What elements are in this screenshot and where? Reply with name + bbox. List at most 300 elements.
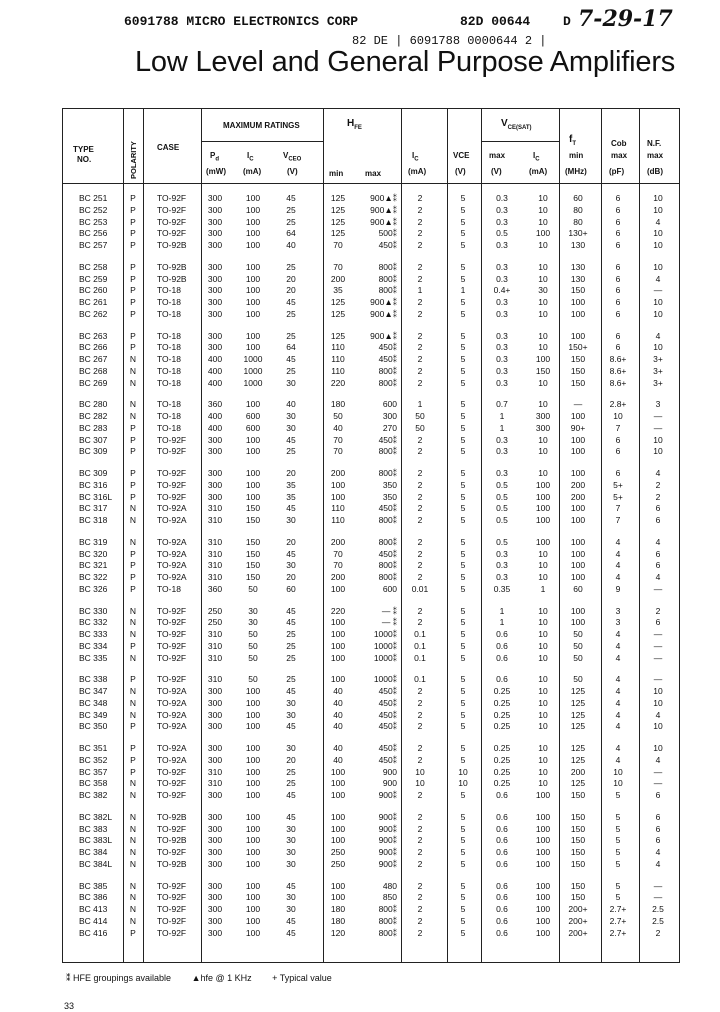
table-cell: 6 (615, 285, 621, 296)
table-cell: 3+ (653, 365, 663, 376)
table-row (63, 205, 681, 216)
table-cell: 300 (207, 342, 223, 353)
table-cell: P (130, 583, 136, 594)
table-cell: 220 (330, 605, 346, 616)
table-cell: 1000⁑ (373, 674, 397, 685)
table-cell: TO-18 (157, 422, 181, 433)
table-cell: 500⁑ (378, 228, 397, 239)
table-cell: TO-18 (157, 411, 181, 421)
table-cell: 10 (538, 342, 548, 353)
table-cell: 45 (286, 686, 296, 696)
table-cell: 5 (460, 261, 466, 272)
table-cell: 300 (207, 823, 223, 834)
table-cell: — (653, 778, 663, 789)
table-cell: 10 (613, 411, 623, 421)
table-cell: 45 (286, 927, 296, 938)
table-cell: BC 321 (79, 560, 108, 571)
table-cell: 50 (415, 411, 425, 421)
table-cell: 800⁑ (378, 915, 397, 926)
table-row (63, 674, 681, 685)
table-cell: 5 (460, 835, 466, 846)
table-cell: BC 268 (79, 365, 108, 376)
table-row (63, 468, 681, 479)
table-cell: P (130, 640, 136, 651)
table-cell: 100 (535, 823, 551, 834)
table-cell: TO-92F (157, 216, 187, 227)
table-cell: 0.3 (496, 354, 508, 364)
table-cell: 6 (615, 261, 621, 272)
table-cell: 10 (538, 399, 548, 410)
table-row (63, 755, 681, 766)
table-cell: TO-92F (157, 652, 187, 663)
table-cell: 0.3 (496, 216, 508, 227)
table-cell: 900⁑ (378, 823, 397, 834)
table-cell: 310 (207, 629, 223, 639)
table-cell: 360 (207, 399, 223, 410)
table-cell: 35 (333, 285, 343, 296)
table-cell: 5 (615, 811, 621, 822)
table-cell: 5 (460, 503, 466, 514)
table-cell: 30 (286, 743, 296, 753)
table-row (63, 537, 681, 548)
table-cell: 400 (207, 354, 223, 364)
table-cell: 4 (615, 572, 621, 582)
table-cell: 6 (655, 515, 661, 525)
table-cell: BC 316L (79, 491, 113, 502)
table-cell: 300 (207, 697, 223, 708)
table-cell: BC 358 (79, 778, 108, 789)
table-cell: 40 (333, 754, 343, 765)
table-cell: 900⁑ (378, 811, 397, 822)
table-row (63, 617, 681, 628)
col-hfe-ic: $I_C$ (412, 151, 419, 163)
table-cell: 5 (460, 446, 466, 457)
table-cell: BC 416 (79, 927, 108, 938)
table-cell: 0.6 (496, 629, 508, 639)
table-cell: 250 (207, 617, 223, 628)
col-case: CASE (157, 143, 180, 152)
table-cell: 150 (570, 811, 586, 822)
table-cell: 100 (570, 515, 586, 525)
table-cell: 100 (245, 193, 261, 203)
col-cob: Cob (611, 139, 627, 148)
table-cell: 2 (417, 503, 423, 514)
table-cell: 125 (330, 330, 346, 341)
table-cell: 100 (535, 847, 551, 857)
table-row (63, 446, 681, 457)
table-cell: 2 (417, 228, 423, 239)
table-cell: 110 (331, 515, 345, 525)
table-cell: 100 (245, 491, 261, 502)
table-cell: 10 (538, 297, 548, 307)
table-cell: TO-92F (157, 491, 187, 502)
table-cell: 10 (538, 605, 548, 616)
table-cell: 450⁑ (378, 754, 397, 765)
table-cell: BC 266 (79, 342, 108, 353)
table-cell: P (130, 743, 136, 753)
table-cell: 5 (615, 823, 621, 834)
table-cell: 5 (460, 560, 466, 571)
table-cell: 5 (460, 204, 466, 215)
col-vce: VCE (453, 151, 470, 160)
table-cell: TO-92F (157, 640, 187, 651)
table-cell: 70 (333, 446, 343, 457)
table-cell: BC 348 (79, 697, 108, 708)
table-row (63, 824, 681, 835)
table-cell: 100 (535, 515, 551, 525)
table-cell: P (130, 548, 136, 559)
table-cell: 5 (460, 721, 466, 732)
table-cell: 0.3 (496, 468, 508, 478)
table-cell: 800⁑ (378, 365, 397, 376)
table-cell: 2 (655, 479, 661, 490)
table-cell: 0.1 (414, 629, 426, 639)
col-sat-unit: (V) (491, 167, 502, 176)
table-cell: 0.3 (496, 548, 508, 559)
table-cell: 80 (573, 216, 583, 227)
table-cell: 4 (615, 548, 621, 559)
table-cell: 6 (615, 228, 621, 239)
table-cell: 4 (655, 858, 661, 869)
table-cell: 25 (286, 261, 296, 272)
table-cell: BC 257 (79, 240, 108, 250)
table-cell: 100 (245, 904, 261, 914)
table-cell: P (130, 491, 136, 502)
table-cell: 2 (417, 880, 423, 891)
table-cell: 800⁑ (378, 377, 397, 388)
table-cell: 35 (286, 479, 296, 490)
table-cell: 5 (460, 468, 466, 478)
table-cell: 70 (333, 240, 343, 250)
table-cell: 1000 (243, 365, 263, 376)
table-cell: 450⁑ (378, 721, 397, 732)
table-cell: 2.7+ (609, 927, 627, 938)
table-cell: 450⁑ (378, 434, 397, 445)
table-row (63, 411, 681, 422)
table-cell: 5 (460, 240, 466, 250)
table-cell: P (130, 261, 136, 272)
table-cell: 40 (333, 686, 343, 696)
table-cell: N (129, 686, 137, 696)
table-cell: BC 347 (79, 686, 108, 696)
table-cell: 2 (417, 297, 423, 307)
table-cell: 900 (382, 766, 397, 777)
table-cell: 2 (417, 572, 423, 582)
table-row (63, 549, 681, 560)
table-cell: 5 (460, 605, 466, 616)
table-cell: TO-92B (157, 835, 187, 846)
col-hfe-min: min (329, 169, 344, 178)
table-cell: 125 (570, 754, 586, 765)
table-cell: 125 (570, 709, 586, 720)
header-company: 6091788 MICRO ELECTRONICS CORP (124, 14, 359, 29)
table-cell: P (130, 468, 136, 478)
table-cell: 30 (286, 823, 296, 834)
table-cell: TO-92A (157, 548, 187, 559)
table-cell: 100 (245, 697, 261, 708)
table-cell: 10 (538, 686, 548, 696)
table-cell: 450⁑ (378, 686, 397, 696)
table-cell: 5 (460, 790, 466, 800)
table-cell: 45 (286, 880, 296, 891)
table-cell: 10 (538, 261, 548, 272)
table-cell: P (130, 228, 136, 239)
table-cell: 6 (655, 811, 661, 822)
table-cell: 20 (286, 536, 296, 547)
table-row (63, 274, 681, 285)
table-cell: 10 (538, 446, 548, 457)
table-cell: N (129, 915, 137, 926)
table-cell: 40 (333, 721, 343, 732)
table-cell: BC 414 (79, 915, 108, 926)
table-cell: TO-18 (157, 285, 181, 296)
table-row (63, 423, 681, 434)
table-cell: — (653, 640, 663, 651)
table-cell: 100 (570, 411, 586, 421)
table-row (63, 492, 681, 503)
table-cell: 800⁑ (378, 536, 397, 547)
table-cell: 10 (613, 766, 623, 777)
table-row (63, 240, 681, 251)
table-cell: BC 318 (79, 515, 108, 525)
table-cell: TO-18 (157, 365, 181, 376)
table-row (63, 480, 681, 491)
table-cell: 300 (207, 811, 223, 822)
table-cell: 0.6 (496, 927, 508, 938)
table-cell: 100 (245, 446, 261, 457)
table-cell: 100 (330, 674, 346, 685)
table-cell: 100 (245, 479, 261, 490)
col-ic: $I_C$ (247, 151, 254, 163)
table-cell: N (129, 709, 137, 720)
table-cell: 5 (460, 904, 466, 914)
table-cell: 310 (207, 674, 223, 685)
table-cell: TO-92F (157, 847, 187, 857)
table-cell: TO-92F (157, 629, 187, 639)
table-cell: 100 (245, 285, 261, 296)
table-cell: 10 (653, 446, 663, 457)
table-row (63, 606, 681, 617)
table-cell: 800⁑ (378, 285, 397, 296)
table-cell: 10 (538, 709, 548, 720)
table-cell: 100 (570, 446, 586, 457)
table-cell: 100 (330, 766, 346, 777)
table-cell: 125 (570, 778, 586, 789)
table-cell: 0.3 (496, 330, 508, 341)
table-cell: 300 (207, 927, 223, 938)
table-cell: 300 (207, 297, 223, 307)
table-cell: 1 (417, 399, 423, 410)
table-cell: 250 (330, 858, 346, 869)
table-cell: N (129, 823, 137, 834)
table-cell: 7 (615, 422, 621, 433)
table-cell: 300 (207, 880, 223, 891)
table-cell: TO-92B (157, 261, 187, 272)
table-cell: 300 (207, 434, 223, 445)
table-cell: 2.7+ (609, 915, 627, 926)
table-cell: 300 (535, 422, 551, 433)
table-cell: 0.6 (496, 652, 508, 663)
table-cell: 120 (330, 927, 346, 938)
table-cell: TO-92F (157, 766, 187, 777)
table-cell: BC 322 (79, 572, 108, 582)
table-cell: 45 (286, 605, 296, 616)
table-cell: 25 (286, 629, 296, 639)
table-cell: 150 (570, 847, 586, 857)
table-cell: P (130, 572, 136, 582)
table-cell: 1000 (243, 354, 263, 364)
table-cell: 4 (655, 330, 661, 341)
table-cell: 110 (331, 365, 345, 376)
table-cell: 50 (573, 629, 583, 639)
table-cell: 125 (570, 721, 586, 732)
table-cell: 450⁑ (378, 743, 397, 753)
col-pd-unit: (mW) (206, 167, 226, 176)
table-cell: 2 (417, 927, 423, 938)
table-cell: 5 (460, 422, 466, 433)
table-cell: P (130, 273, 136, 284)
table-row (63, 928, 681, 939)
table-cell: 0.3 (496, 365, 508, 376)
table-cell: 900 (382, 778, 397, 789)
table-cell: 130 (570, 273, 586, 284)
table-cell: 150 (570, 892, 586, 903)
table-cell: 600 (245, 422, 261, 433)
table-cell: 4 (615, 674, 621, 685)
table-cell: 300 (207, 709, 223, 720)
table-cell: 2 (417, 536, 423, 547)
table-cell: — (653, 652, 663, 663)
table-cell: 10 (653, 204, 663, 215)
table-cell: 2 (417, 261, 423, 272)
table-cell: 0.3 (496, 434, 508, 445)
table-cell: 10 (538, 652, 548, 663)
table-cell: 6 (615, 240, 621, 250)
table-cell: TO-92F (157, 605, 187, 616)
table-cell: 100 (245, 835, 261, 846)
table-cell: 300 (207, 446, 223, 457)
table-cell: 300 (207, 240, 223, 250)
table-cell: P (130, 240, 136, 250)
table-cell: 6 (655, 823, 661, 834)
table-cell: 0.3 (496, 572, 508, 582)
table-cell: BC 382 (79, 790, 108, 800)
table-cell: 300 (207, 330, 223, 341)
footnote-typical: + Typical value (272, 973, 332, 983)
table-cell: — (653, 880, 663, 891)
table-cell: 150 (570, 880, 586, 891)
table-cell: 100 (535, 927, 551, 938)
col-nf-unit: (dB) (647, 167, 663, 176)
table-cell: 150 (245, 503, 261, 514)
table-cell: 310 (207, 652, 223, 663)
table-cell: 2.5 (652, 915, 664, 926)
table-cell: 2 (417, 605, 423, 616)
table-cell: 9 (615, 583, 621, 594)
table-cell: 0.5 (496, 503, 508, 514)
table-cell: 200 (570, 766, 586, 777)
table-cell: 270 (382, 422, 397, 433)
table-cell: TO-92F (157, 468, 187, 478)
table-cell: 150 (245, 572, 261, 582)
table-cell: P (130, 434, 136, 445)
table-cell: 1 (499, 422, 505, 433)
table-cell: 1 (417, 285, 423, 296)
table-row (63, 193, 681, 204)
table-cell: TO-92A (157, 560, 187, 571)
table-cell: 100 (245, 847, 261, 857)
table-cell: 10 (538, 674, 548, 685)
table-cell: 25 (286, 365, 296, 376)
table-cell: 100 (570, 560, 586, 571)
table-cell: TO-18 (157, 583, 181, 594)
table-cell: 450⁑ (378, 503, 397, 514)
table-cell: 600 (382, 399, 397, 410)
table-cell: TO-92F (157, 927, 187, 938)
table-cell: 100 (535, 479, 551, 490)
table-cell: 0.3 (496, 261, 508, 272)
table-cell: 6 (615, 297, 621, 307)
table-cell: TO-92F (157, 228, 187, 239)
table-cell: 300 (207, 479, 223, 490)
table-cell: 100 (570, 617, 586, 628)
table-cell: 2 (417, 515, 423, 525)
table-cell: 5 (460, 697, 466, 708)
table-cell: 310 (207, 536, 223, 547)
table-cell: 130+ (568, 228, 588, 239)
table-cell: 2 (417, 835, 423, 846)
table-cell: 2 (417, 904, 423, 914)
table-cell: 40 (286, 240, 296, 250)
table-cell: 100 (570, 548, 586, 559)
table-cell: 30 (286, 835, 296, 846)
table-cell: 100 (535, 811, 551, 822)
table-cell: 220 (330, 377, 346, 388)
table-cell: 150 (570, 858, 586, 869)
table-cell: 125 (330, 228, 346, 239)
table-cell: 100 (245, 308, 261, 319)
table-cell: 4 (615, 743, 621, 753)
table-cell: 5 (460, 811, 466, 822)
table-cell: 100 (535, 790, 551, 800)
table-cell: 100 (245, 823, 261, 834)
table-cell: BC 317 (79, 503, 108, 514)
table-cell: 100 (245, 915, 261, 926)
table-cell: 100 (330, 479, 346, 490)
table-cell: TO-18 (157, 354, 181, 364)
table-cell: 50 (248, 652, 258, 663)
header-d-letter: D (563, 14, 571, 29)
table-cell: — ⁑ (381, 605, 397, 616)
table-cell: 100 (245, 778, 261, 789)
table-cell: 0.6 (496, 915, 508, 926)
table-cell: 4 (615, 709, 621, 720)
table-cell: 10 (538, 721, 548, 732)
table-cell: — (653, 422, 663, 433)
table-cell: TO-92F (157, 446, 187, 457)
table-cell: 10 (653, 240, 663, 250)
table-cell: 10 (415, 766, 425, 777)
col-pd: $P_d$ (210, 151, 220, 163)
table-cell: N (129, 629, 137, 639)
table-cell: 100 (330, 629, 346, 639)
table-cell: 25 (286, 674, 296, 685)
table-cell: 100 (245, 228, 261, 239)
table-cell: N (129, 515, 137, 525)
table-cell: 100 (245, 342, 261, 353)
table-cell: 250 (207, 605, 223, 616)
table-row (63, 366, 681, 377)
